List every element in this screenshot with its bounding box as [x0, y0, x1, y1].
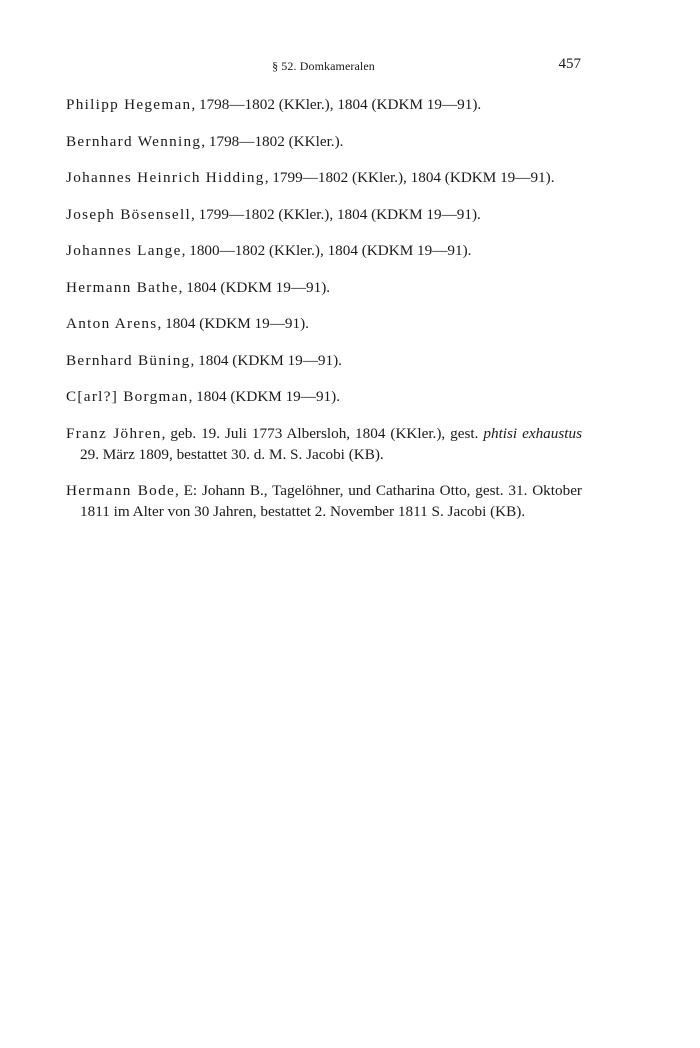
page-number: 457 [558, 56, 581, 72]
entry-text: , geb. 19. Juli 1773 Albersloh, 1804 (KKler.), gest. [161, 424, 484, 442]
entry-name: Bernhard Wenning [66, 132, 202, 150]
entry-text: , 1800—1802 (KKler.), 1804 (KDKM 19—91). [181, 242, 472, 259]
entry-hidding [66, 167, 582, 188]
entry-text: , 1798—1802 (KKler.). [201, 132, 344, 150]
entry-boesensell [66, 204, 582, 225]
entry-name: Hermann Bathe [66, 278, 179, 296]
entry-text: , 1798—1802 (KKler.), 1804 (KDKM 19—91). [191, 96, 482, 113]
entry-text: , 1804 (KDKM 19—91). [178, 278, 331, 296]
entry-borgman [66, 386, 582, 407]
entry-name: Hermann Bode [66, 482, 175, 499]
entry-name: Johannes Heinrich Hidding [66, 169, 265, 186]
entry-text: , 1804 (KDKM 19—91). [188, 388, 341, 405]
entry-buening [66, 350, 582, 371]
entry-text: 29. März 1809, bestattet 30. d. M. S. Jacobi (KB). [80, 445, 384, 463]
entry-lange [66, 240, 582, 261]
entry-hegeman [66, 94, 582, 115]
entry-text: , 1799—1802 (KKler.), 1804 (KDKM 19—91). [264, 169, 555, 186]
entry-italic-phrase: phtisi exhaustus [483, 424, 583, 442]
entry-wenning [66, 131, 582, 152]
entry-name: Joseph Bösensell [66, 205, 191, 223]
entry-bode [66, 480, 582, 522]
entry-name: Johannes Lange [66, 242, 182, 259]
entry-text: , 1799—1802 (KKler.), 1804 (KDKM 19—91). [191, 205, 481, 223]
entry-joehren [66, 423, 582, 465]
entry-name: Anton Arens [66, 315, 158, 332]
entry-name: Bernhard Büning [66, 351, 191, 369]
entry-name: C[arl?] Borgman [66, 388, 189, 405]
entry-bathe [66, 277, 582, 298]
entry-arens [66, 313, 582, 334]
running-head [66, 56, 581, 76]
entry-text: , 1804 (KDKM 19—91). [190, 351, 342, 369]
entry-name: Philipp Hegeman [66, 96, 192, 113]
entry-list [66, 94, 582, 538]
section-title: § 52. Domkameralen [272, 59, 375, 73]
entry-text: , 1804 (KDKM 19—91). [157, 315, 309, 332]
entry-text: , E: Johann B., Tagelöhner, und Catharina Otto, gest. 31. Oktober 1811 im Alter von 30 Jahren, bestattet 2. November 1811 S. Jacobi (KB). [80, 482, 582, 520]
entry-name: Franz Jöhren [66, 424, 162, 442]
